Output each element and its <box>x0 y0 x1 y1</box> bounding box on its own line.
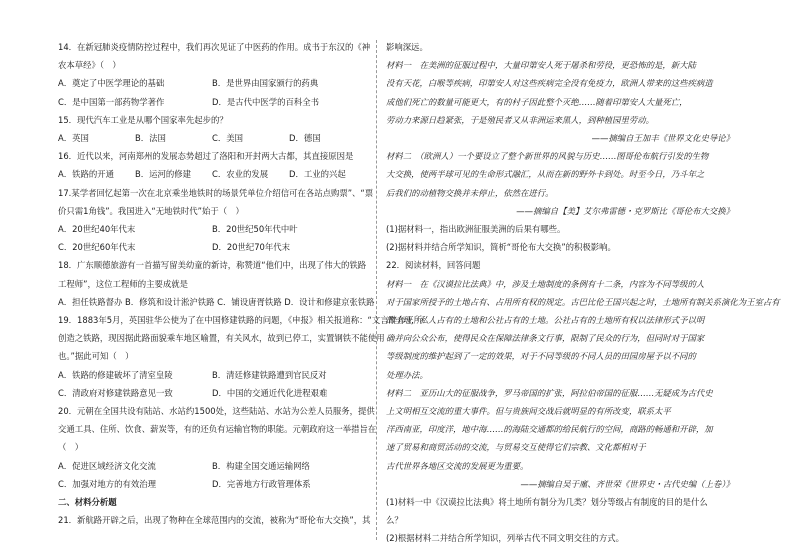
right-column <box>386 38 780 548</box>
q15-option-b: B．法国 <box>135 133 166 144</box>
q16-option-d: D．工业的兴起 <box>289 169 346 180</box>
q20-option-d: D．完善地方行政管理体系 <box>212 478 311 489</box>
q22-material-1-line-5: 等级制度的维护起到了一定的效果，对于不同等级的不同人员的田园房屋予以不同的 <box>386 351 696 362</box>
q18-line-1: 18．广东顺德旅游有一首描写留美幼童的新诗，称赞道“他们中，出现了伟大的铁路 <box>58 260 367 271</box>
material-1-line-3: 成他们死亡的数量可能更大，有的村子因此整个灭绝……随着印第安人大量死亡， <box>386 96 688 107</box>
q16-stem: 16．近代以来，河南郑州的发展态势超过了洛阳和开封两大古都，其直接原因是 <box>58 151 354 162</box>
q19-option-b: B．清廷修建铁路遭到官民反对 <box>212 369 327 380</box>
q22-material-2-line-4: 速了贸易和商贸活动的交流，与贸易交互使得它们宗教、文化都相对于 <box>386 442 646 453</box>
q17-option-d: D．20世纪70年代末 <box>212 242 291 253</box>
q22-material-1-line-2: 对于国家所授予的土地占有、占用所有权的规定。古巴比伦王国兴起之时，土地所有制关系演化为王室占有 <box>386 296 780 307</box>
material-1-line-4: 劳动力来源日趋紧张，于是殖民者又从非洲运来黑人，到种植园里劳动。 <box>386 114 654 125</box>
q17-option-b: B．20世纪50年代中叶 <box>212 224 298 235</box>
q14-option-b: B．是世界由国家颁行的药典 <box>212 78 319 89</box>
q19-line-3: 也。”据此可知（ ） <box>58 351 134 362</box>
q20-option-a: A．促进区域经济文化交流 <box>58 460 156 471</box>
q21-subquestion-2: (2)据材料并结合所学知识，简析“哥伦布大交换”的积极影响。 <box>386 242 616 253</box>
material-2-line-2: 大交换，使两半球可见的生命形式融汇，从而在新的野外卡到处。时至今日，乃斗年之 <box>386 169 705 180</box>
q21-stem: 21．新航路开辟之后，出现了物种在全球范围内的交流，被称为“哥伦布大交换”，其 <box>58 515 371 526</box>
q17-option-c: C．20世纪60年代末 <box>58 242 136 253</box>
q22-subquestion-1-line-2: 么？ <box>386 515 403 526</box>
q16-option-b: B．运河的修建 <box>135 169 191 180</box>
q22-material-1-line-6: 处理办法。 <box>386 369 428 380</box>
q15-option-a: A．英国 <box>58 133 89 144</box>
q15-options <box>58 129 366 147</box>
q14-option-d: D．是古代中医学的百科全书 <box>212 96 319 107</box>
q14-line-1: 14．在新冠肺炎疫情防控过程中，我们再次见证了中医药的作用。成书于东汉的《神 <box>58 42 371 52</box>
q22-stem: 22．阅读材料，回答问题 <box>386 260 481 271</box>
q20-options-row-1 <box>58 457 366 475</box>
q22-subquestion-1-line-1: (1)材料一中《汉谟拉比法典》将土地所有制分为几类？划分等级占有制度的目的是什么 <box>386 497 708 508</box>
q15-option-d: D．德国 <box>289 133 321 144</box>
material-2-line-3: 后我们的动植物交换并未停止，依然在进行。 <box>386 187 554 198</box>
q21-subquestion-1: (1)据材料一，指出欧洲征服美洲的后果有哪些。 <box>386 224 566 235</box>
q20-options-row-2 <box>58 475 366 493</box>
q17-options-row-1 <box>58 220 366 238</box>
q19-options-row-1 <box>58 366 366 384</box>
q16-option-c: C．农业的发展 <box>212 169 269 180</box>
q22-material-2-source: ——摘编自吴于廑、齐世荣《世界史・古代史编（上卷）》 <box>520 478 734 489</box>
material-2-line-1: 材料二 （欧洲人）一个要设立了整个新世界的风貌与历史……图哥伦布航行引发的生物 <box>386 151 709 162</box>
q14-options-row-2 <box>58 93 366 111</box>
material-1-source: ——摘编自王加丰《世界文化史导论》 <box>591 133 734 144</box>
q14-options-row-1 <box>58 74 366 92</box>
q20-line-3: （ ） <box>58 442 84 453</box>
q20-option-c: C．加强对地方的有效治理 <box>58 478 156 489</box>
q22-material-1-line-4: 确并向公众公布，使得民众在保障法律条文行事，限制了民众的行为，但同时对于国家 <box>386 333 705 344</box>
q22-material-1-line-1: 材料一 在《汉谟拉比法典》中，涉及土地制度的条例有十二条，内容为不同等级的人 <box>386 278 705 289</box>
q17-line-2: 价只需1角钱”。我国进入“无地铁时代”始于（ ） <box>58 205 244 216</box>
q18-line-2: 工程师”，这位工程师的主要成就是 <box>58 278 188 289</box>
q17-option-a: A．20世纪40年代末 <box>58 224 136 235</box>
q14-option-c: C．是中国第一部药物学著作 <box>58 96 165 107</box>
q20-option-b: B．构建全国交通运输网络 <box>212 460 310 471</box>
q19-option-c: C．清政府对修建铁路意见一致 <box>58 387 173 398</box>
q22-material-2-line-1: 材料二 亚历山大的征服战争，罗马帝国的扩张，阿拉伯帝国的征服……无疑成为古代史 <box>386 387 713 398</box>
q20-line-1: 20．元朝在全国共设有陆站、水站约1500处，这些陆站、水站为公差人员服务，提供 <box>58 406 375 417</box>
q14-line-2: 农本草经》（ ） <box>58 60 121 71</box>
material-2-source: ——摘编自【美】艾尔弗雷德・克罗斯比《哥伦布大交换》 <box>516 205 734 216</box>
q22-subquestion-2: (2)根据材料二并结合所学知识，列举古代不同文明交往的方式。 <box>386 533 624 544</box>
q22-material-2-line-2: 上文明相互交流的重大事件。但与贵族间交战后就明显的有所改变，联系太平 <box>386 406 671 417</box>
q15-option-c: C．美国 <box>212 133 243 144</box>
column-divider <box>376 40 377 540</box>
q21-intro-continued: 影响深远。 <box>386 42 428 52</box>
q19-option-d: D．中国的交通近代化进程艰难 <box>212 387 328 398</box>
material-1-line-2: 没有天花，白喉等疾病，印第安人对这些疾病完全没有免疫力，欧洲人带来的这些疾病造 <box>386 78 713 89</box>
q22-material-2-line-3: 洋西南亚，印度洋，地中海……的海陆交通都的给民航行的空间，商路的畅通和开辟，加 <box>386 424 713 435</box>
q19-line-2: 创造之铁路，现因据此路面貌乘车地区喻置，有关风水，故到已停工，实置钢铁不能使用 <box>58 333 385 344</box>
q15-stem: 15．现代汽车工业是从哪个国家率先起步的？ <box>58 114 228 125</box>
material-1-line-1: 材料一 在美洲的征服过程中，大量印第安人死于屠杀和劳役，更恐怖的是，新大陆 <box>386 60 696 71</box>
q19-options-row-2 <box>58 384 366 402</box>
section-heading-material-analysis: 二、材料分析题 <box>58 497 117 508</box>
q14-option-a: A．奠定了中医学理论的基础 <box>58 78 165 89</box>
q19-line-1: 19．1883年5月，英国驻华公使为了在中国修建铁路的问题，《申报》相关报道称：“文言醉奔王所 <box>58 315 423 326</box>
q20-line-2: 交通工具、住所、饮食、薪炭等，有的还负有运输官物的职能。元朝政府这一举措旨在 <box>58 424 377 435</box>
q17-options-row-2 <box>58 238 366 256</box>
q16-options <box>58 165 366 183</box>
q22-material-2-line-5: 古代世界各地区交流的发展更为重要。 <box>386 460 529 471</box>
q22-material-1-line-3: 的土地，私人占有的土地和公社占有的土地。公社占有的土地所有权以法律形式予以明 <box>386 315 705 326</box>
q18-options: A．担任铁路督办 B．修筑和设计淞沪铁路 C．铺设唐胥铁路 D．设计和修建京张铁路 <box>58 296 375 307</box>
q16-option-a: A．铁路的开通 <box>58 169 114 180</box>
q19-option-a: A．铁路的修建破坏了清室皇陵 <box>58 369 173 380</box>
q17-line-1: 17.某学者回忆起第一次在北京乘坐地铁时的场景凭单位介绍信可在各站点购票”、“票 <box>58 187 374 198</box>
